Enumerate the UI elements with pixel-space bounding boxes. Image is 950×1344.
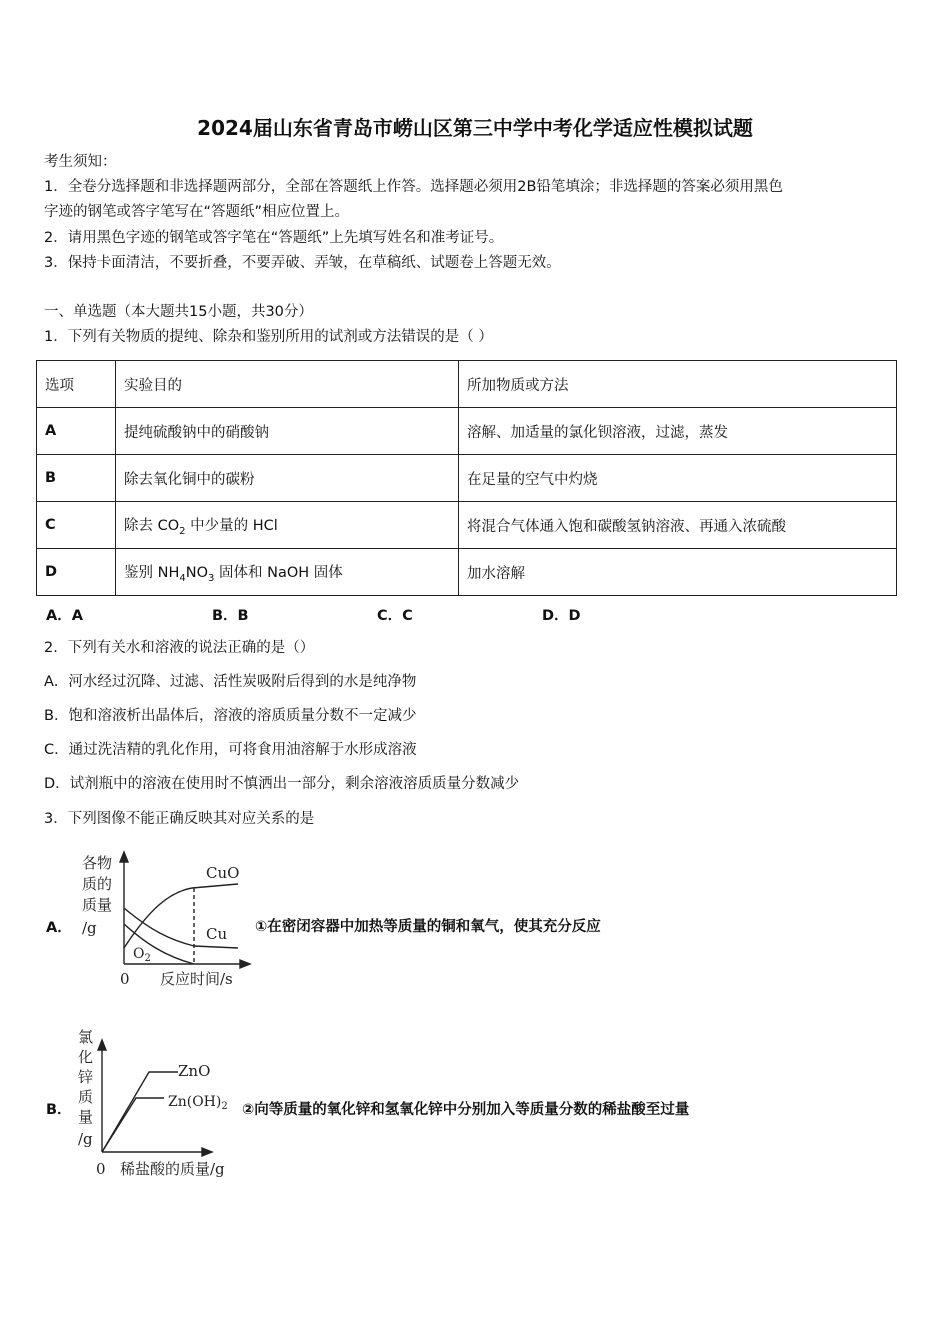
- graph-a-ylabel-1: 各物: [82, 854, 113, 872]
- page-title: 2024届山东省青岛市崂山区第三中学中考化学适应性模拟试题: [197, 116, 753, 140]
- graph-a-origin: 0: [120, 970, 130, 988]
- graph-a-x-arrow: [240, 960, 250, 968]
- graph-a-label-cu: Cu: [206, 925, 228, 943]
- graph-b-curve-zno: [102, 1072, 178, 1152]
- graph-b-ylabel-3: 锌: [78, 1068, 94, 1086]
- table-header-row: [37, 361, 897, 408]
- row-option: D: [37, 549, 116, 596]
- row-method: 在足量的空气中灼烧: [459, 455, 897, 502]
- row-option: B: [37, 455, 116, 502]
- graph-b-ylabel-4: 质: [78, 1088, 94, 1106]
- header-option: 选项: [37, 361, 116, 408]
- notice-line-1a: 1．全卷分选择题和非选择题两部分，全部在答题纸上作答。选择题必须用2B铅笔填涂；非选择题的答案必须用黑色: [44, 179, 783, 195]
- graph-a: [70, 848, 260, 993]
- table-row: [37, 408, 897, 455]
- q1-choices: [0, 604, 950, 624]
- row-option: A: [37, 408, 116, 455]
- graph-b-ylabel-2: 化: [78, 1048, 94, 1066]
- section-heading: 一、单选题（本大题共15小题，共30分）: [44, 304, 313, 320]
- row-purpose: 除去 $CO_2$ 中少量的 HCl: [116, 502, 459, 549]
- q3-option-a-desc: ①在密闭容器中加热等质量的铜和氧气，使其充分反应: [255, 919, 601, 935]
- graph-b-ylabel-1: 氯: [78, 1028, 94, 1046]
- q2-stem: 2．下列有关水和溶液的说法正确的是（）: [44, 640, 315, 656]
- row-purpose: 提纯硫酸钠中的硝酸钠: [116, 408, 459, 455]
- graph-a-label-cuo: CuO: [206, 864, 240, 882]
- row-purpose: 除去氧化铜中的碳粉: [116, 455, 459, 502]
- notice-line-1b: 字迹的钢笔或答字笔写在“答题纸”相应位置上。: [44, 204, 350, 220]
- q1-table: [36, 360, 897, 596]
- q2-option-d[interactable]: D．试剂瓶中的溶液在使用时不慎洒出一部分，剩余溶液溶质质量分数减少: [44, 776, 520, 792]
- graph-a-y-arrow: [120, 852, 128, 862]
- q3-stem: 3．下列图像不能正确反映其对应关系的是: [44, 811, 315, 827]
- row-method: 将混合气体通入饱和碳酸氢钠溶液、再通入浓硫酸: [459, 502, 897, 549]
- graph-b-y-arrow: [98, 1040, 106, 1050]
- row-method: 溶解、加适量的氯化钡溶液，过滤，蒸发: [459, 408, 897, 455]
- graph-a-ylabel-3: 质量: [82, 896, 113, 914]
- row-option: C: [37, 502, 116, 549]
- row-method: 加水溶解: [459, 549, 897, 596]
- graph-b-yunit: /g: [78, 1130, 93, 1148]
- graph-b-curve-znoh: [102, 1098, 164, 1152]
- table-row: [37, 455, 897, 502]
- graph-b-label-znoh: $Zn(OH)_2$: [168, 1094, 228, 1112]
- graph-b-ylabel-5: 量: [78, 1108, 94, 1126]
- notice-heading: 考生须知：: [44, 154, 117, 170]
- header-method: 所加物质或方法: [459, 361, 897, 408]
- q1-choice-b[interactable]: B．B: [212, 608, 249, 624]
- graph-a-xlabel: 反应时间/s: [160, 970, 233, 988]
- graph-a-yunit: /g: [82, 919, 97, 937]
- q2-option-a[interactable]: A．河水经过沉降、过滤、活性炭吸附后得到的水是纯净物: [44, 674, 417, 690]
- table-row: [37, 502, 897, 549]
- graph-a-ylabel-2: 质的: [82, 875, 113, 893]
- graph-a-label-o2: $O_2$: [133, 946, 151, 964]
- q1-choice-c[interactable]: C．C: [377, 608, 413, 624]
- graph-b-x-arrow: [202, 1148, 212, 1156]
- q1-choice-a[interactable]: A．A: [46, 608, 83, 624]
- graph-b-origin: 0: [96, 1160, 106, 1178]
- q1-choice-d[interactable]: D．D: [542, 608, 581, 624]
- q1-stem: 1．下列有关物质的提纯、除杂和鉴别所用的试剂或方法错误的是（ ）: [44, 329, 493, 345]
- header-purpose: 实验目的: [116, 361, 459, 408]
- q3-option-b-label[interactable]: B．: [46, 1102, 72, 1118]
- q2-option-c[interactable]: C．通过洗洁精的乳化作用，可将食用油溶解于水形成溶液: [44, 742, 417, 758]
- q3-option-a-label[interactable]: A．: [46, 920, 72, 936]
- q3-option-b-desc: ②向等质量的氧化锌和氢氧化锌中分别加入等质量分数的稀盐酸至过量: [242, 1102, 690, 1118]
- notice-line-3: 3．保持卡面清洁，不要折叠，不要弄破、弄皱，在草稿纸、试题卷上答题无效。: [44, 255, 561, 271]
- graph-b: [70, 1022, 240, 1182]
- table-row: [37, 549, 897, 596]
- graph-b-label-zno: ZnO: [178, 1062, 211, 1080]
- graph-b-xlabel: 稀盐酸的质量/g: [120, 1160, 225, 1178]
- row-purpose: 鉴别 $NH_4NO_3$ 固体和 NaOH 固体: [116, 549, 459, 596]
- q2-option-b[interactable]: B．饱和溶液析出晶体后，溶液的溶质质量分数不一定减少: [44, 708, 417, 724]
- notice-line-2: 2．请用黑色字迹的钢笔或答字笔在“答题纸”上先填写姓名和准考证号。: [44, 230, 504, 246]
